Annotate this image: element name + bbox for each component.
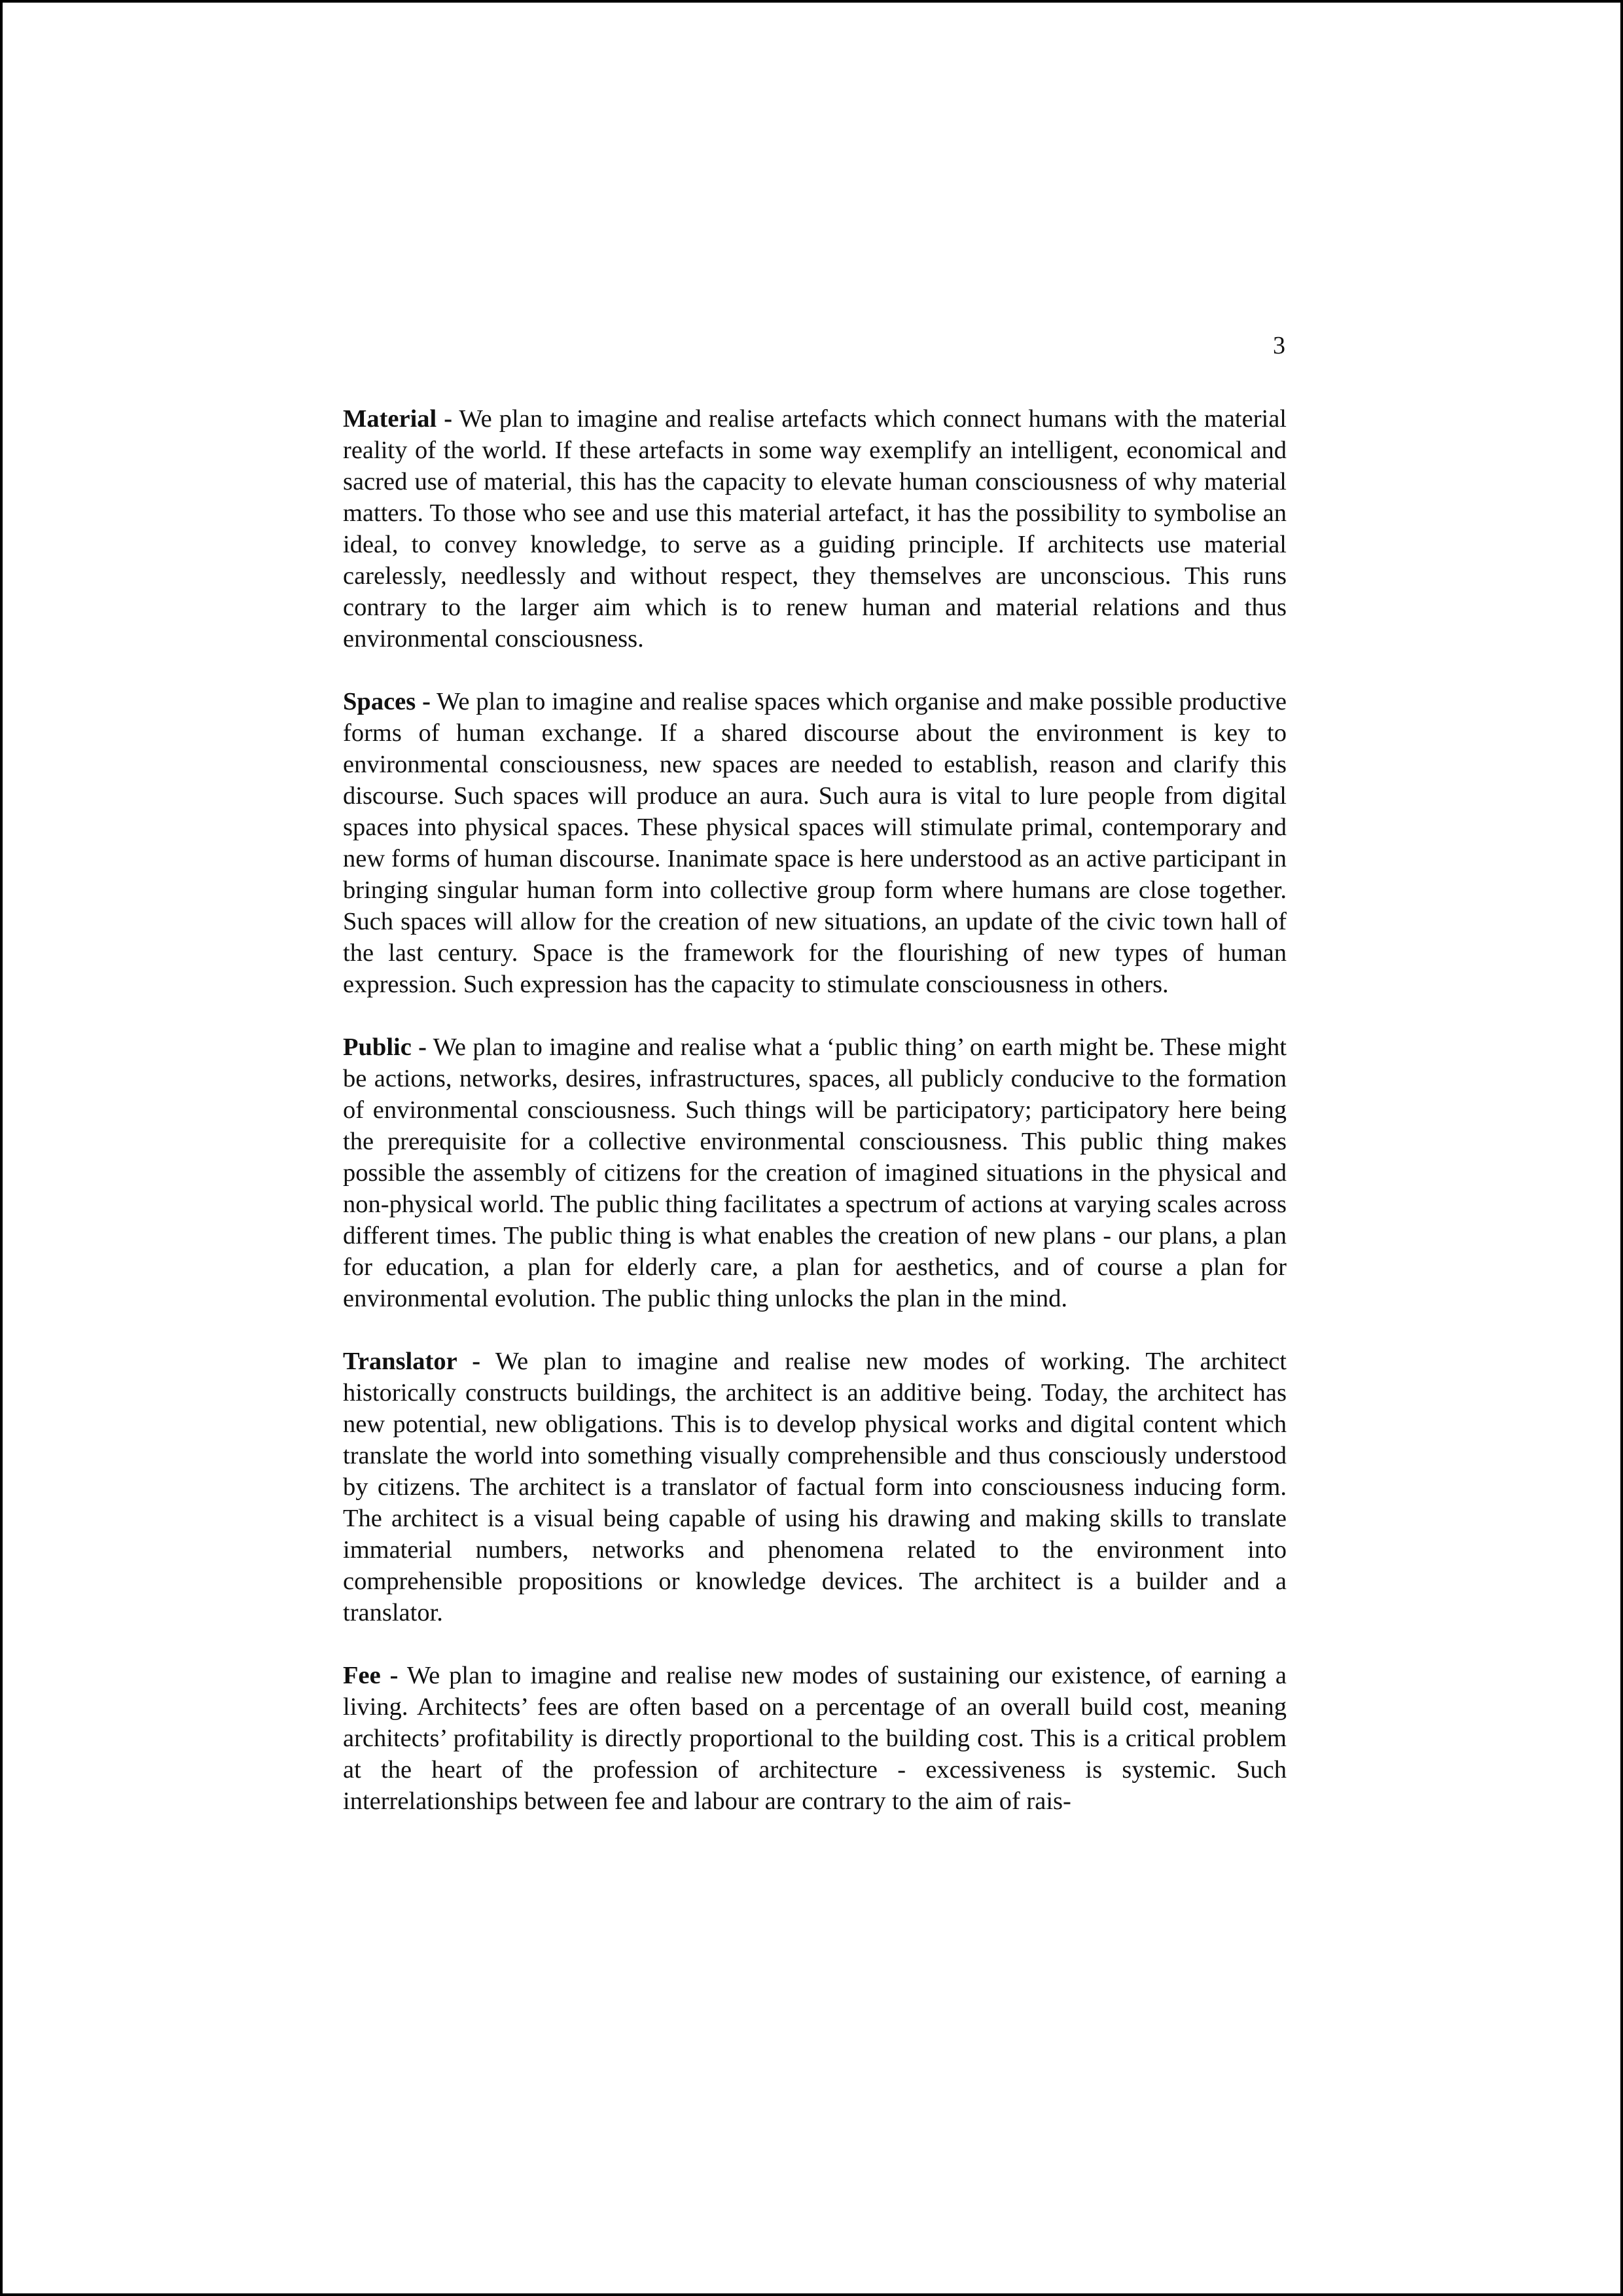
term-fee: Fee - xyxy=(343,1662,399,1689)
paragraph-public xyxy=(343,1031,1287,1314)
page-number: 3 xyxy=(1273,332,1285,359)
paragraph-text-material: We plan to imagine and realise artefacts which connect humans with the material reality of the world. If these artefacts in some way exemplify an intelligent, economical and sacred use of material, this has the capacity to elevate human consciousness of why material matters. To those who see and use this material artefact, it has the possibility to symbolise an ideal, to convey knowledge, to serve as a guiding principle. If architects use material carelessly, needlessly and without respect, they themselves are unconscious. This runs contrary to the larger aim which is to renew human and material relations and thus environmental consciousness. xyxy=(343,405,1287,653)
paragraph-translator xyxy=(343,1346,1287,1628)
paragraph-text-public: We plan to imagine and realise what a ‘public thing’ on earth might be. These might be actions, networks, desires, infrastructures, spaces, all publicly conducive to the formation of environmental consciousness. Such things will be participatory; participatory here being the prerequisite for a collective environmental consciousness. This public thing makes possible the assembly of citizens for the creation of imagined situations in the physical and non-physical world. The public thing facilitates a spectrum of actions at varying scales across different times. The public thing is what enables the creation of new plans - our plans, a plan for education, a plan for elderly care, a plan for aesthetics, and of course a plan for environmental evolution. The public thing unlocks the plan in the mind. xyxy=(343,1033,1287,1312)
paragraph-fee xyxy=(343,1660,1287,1817)
paragraph-text-fee: We plan to imagine and realise new modes of sustaining our existence, of earning a living. Architects’ fees are often based on a percentage of an overall build cost, meaning architects’ profitability is directly proportional to the building cost. This is a critical problem at the heart of the profession of architecture - excessiveness is systemic. Such interrelationships between fee and labour are contrary to the aim of rais- xyxy=(343,1662,1287,1815)
body-text xyxy=(343,403,1287,1817)
term-public: Public - xyxy=(343,1033,427,1061)
term-spaces: Spaces - xyxy=(343,688,431,715)
paragraph-material xyxy=(343,403,1287,655)
paragraph-spaces xyxy=(343,686,1287,1000)
term-translator: Translator - xyxy=(343,1348,481,1375)
paragraph-text-spaces: We plan to imagine and realise spaces which organise and make possible productive forms of human exchange. If a shared discourse about the environment is key to environmental consciousness, new spaces are needed to establish, reason and clarify this discourse. Such spaces will produce an aura. Such aura is vital to lure people from digital spaces into physical spaces. These physical spaces will stimulate primal, contemporary and new forms of human discourse. Inanimate space is here understood as an active participant in bringing singular human form into collective group form where humans are close together. Such spaces will allow for the creation of new situations, an update of the civic town hall of the last century. Space is the framework for the flourishing of new types of human expression. Such expression has the capacity to stimulate consciousness in others. xyxy=(343,688,1287,998)
paragraph-text-translator: We plan to imagine and realise new modes of working. The architect historically constructs buildings, the architect is an additive being. Today, the architect has new potential, new obligations. This is to develop physical works and digital content which translate the world into something visually comprehensible and thus consciously understood by citizens. The architect is a translator of factual form into consciousness inducing form. The architect is a visual being capable of using his drawing and making skills to translate immaterial numbers, networks and phenomena related to the environment into comprehensible propositions or knowledge devices. The architect is a builder and a translator. xyxy=(343,1348,1287,1626)
term-material: Material - xyxy=(343,405,453,433)
